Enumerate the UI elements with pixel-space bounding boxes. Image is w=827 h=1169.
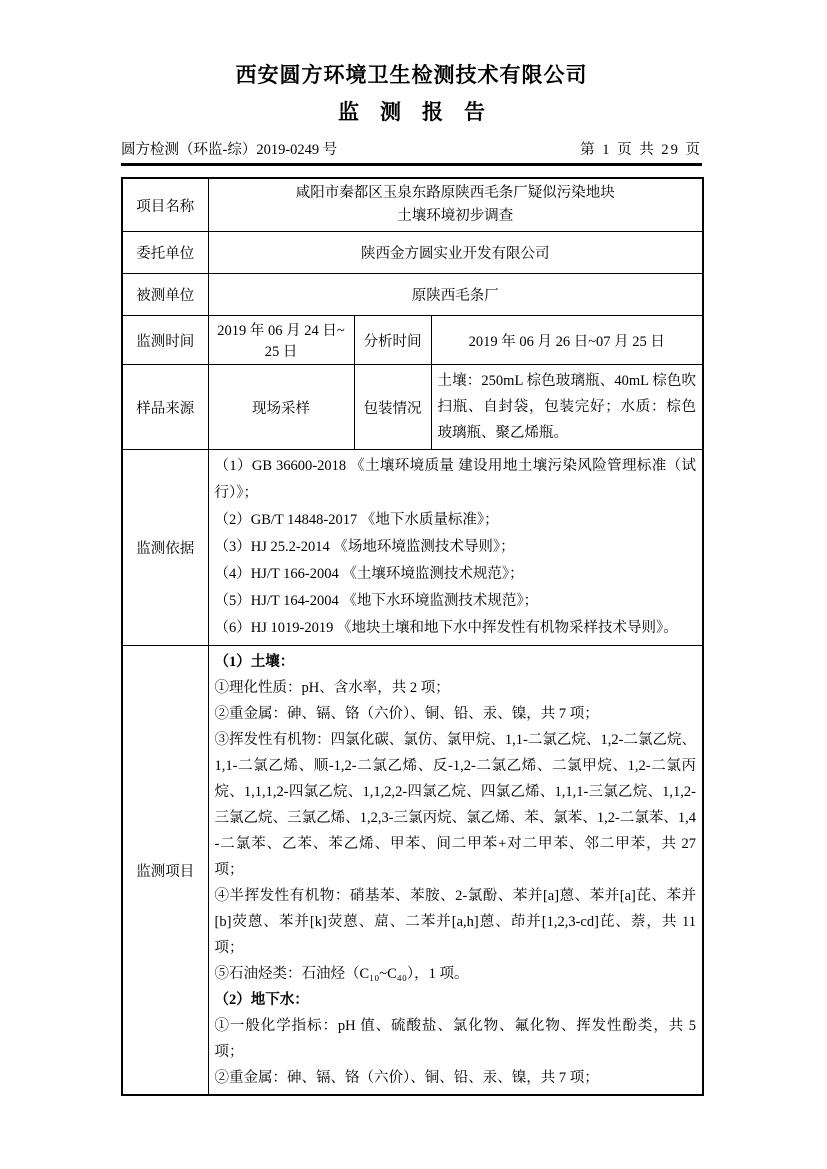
basis-item: （1）GB 36600-2018 《土壤环境质量 建设用地土壤污染风险管理标准（试行）》； [214, 458, 697, 501]
page-content [121, 0, 702, 1096]
items-soil-entry: ③挥发性有机物：四氯化碳、氯仿、氯甲烷、1,1-二氯乙烷、1,2-二氯乙烷、1,1-二氯乙烯、顺-1,2-二氯乙烯、反-1,2-二氯乙烯、二氯甲烷、1,2-二氯丙烷、1,1,1,2-四氯乙烷、1,1,2,2-四氯乙烷、四氯乙烯、1,1,1-三氯乙烷、1,1,2-三氯乙烷、三氯乙烯、1,2,3-三氯丙烷、氯乙烯、苯、氯苯、1,2-二氯苯、1,4-二氯苯、乙苯、苯乙烯、甲苯、间二甲苯+对二甲苯、邻二甲苯，共 27 项； [214, 732, 697, 878]
project-name-value [208, 178, 703, 232]
basis-item: （5）HJ/T 164-2004 《地下水环境监测技术规范》； [214, 593, 539, 609]
basis-value [208, 450, 703, 646]
row-label-project-name: 项目名称 [122, 178, 208, 232]
items-soil-entry: ⑤石油烃类：石油烃（C₁₀~C₄₀），1 项。 [214, 966, 469, 982]
header-rule [121, 163, 702, 166]
project-name-line1: 咸阳市秦都区玉泉东路原陕西毛条厂疑似污染地块 [295, 185, 615, 201]
table-row-client [122, 232, 703, 274]
report-table [121, 177, 704, 1096]
row-label-tested-unit: 被测单位 [122, 274, 208, 316]
basis-item: （2）GB/T 14848-2017 《地下水质量标准》； [214, 512, 499, 528]
monitoring-time-value: 2019 年 06 月 24 日~25 日 [208, 316, 354, 365]
client-value: 陕西金方圆实业开发有限公司 [208, 232, 703, 274]
report-title: 监测报告 [338, 100, 506, 124]
table-row-project-name [122, 178, 703, 232]
items-groundwater-heading: （2）地下水： [214, 992, 309, 1008]
sample-source-value: 现场采样 [208, 365, 354, 450]
analysis-time-value: 2019 年 06 月 26 日~07 月 25 日 [431, 316, 703, 365]
company-title: 西安圆方环境卫生检测技术有限公司 [235, 63, 588, 87]
row-label-items: 监测项目 [122, 646, 208, 1096]
row-label-client: 委托单位 [122, 232, 208, 274]
row-label-basis: 监测依据 [122, 450, 208, 646]
table-row-basis [122, 450, 703, 646]
row-label-analysis-time: 分析时间 [354, 316, 431, 365]
table-row-times [122, 316, 703, 365]
table-row-items [122, 646, 703, 1096]
basis-item: （4）HJ/T 166-2004 《土壤环境监测技术规范》； [214, 566, 524, 582]
items-value [208, 646, 703, 1096]
table-row-tested-unit [122, 274, 703, 316]
items-soil-entry: ④半挥发性有机物：硝基苯、苯胺、2-氯酚、苯并[a]蒽、苯并[a]芘、苯并[b]荧蒽、苯并[k]荧蒽、䓛、二苯并[a,h]蒽、茚并[1,2,3-cd]芘、萘，共 11 项； [214, 888, 697, 956]
items-groundwater-entry: ①一般化学指标：pH 值、硫酸盐、氯化物、氟化物、挥发性酚类，共 5 项； [214, 1018, 697, 1060]
basis-item: （3）HJ 25.2-2014 《场地环境监测技术导则》； [214, 539, 515, 555]
items-groundwater-entry: ②重金属：砷、镉、铬（六价）、铜、铅、汞、镍，共 7 项； [214, 1070, 599, 1086]
packaging-text: 土壤：250mL 棕色玻璃瓶、40mL 棕色吹扫瓶、自封袋，包装完好；水质：棕色玻璃瓶、聚乙烯瓶。 [437, 373, 697, 441]
table-row-sample [122, 365, 703, 450]
items-soil-entry: ②重金属：砷、镉、铬（六价）、铜、铅、汞、镍，共 7 项； [214, 706, 599, 722]
row-label-packaging: 包装情况 [354, 365, 431, 450]
packaging-value [431, 365, 703, 450]
basis-item: （6）HJ 1019-2019 《地块土壤和地下水中挥发性有机物采样技术导则》。 [214, 620, 678, 636]
row-label-monitoring-time: 监测时间 [122, 316, 208, 365]
items-soil-entry: ①理化性质：pH、含水率，共 2 项； [214, 680, 450, 696]
doc-header [121, 138, 702, 159]
project-name-line2: 土壤环境初步调查 [397, 208, 514, 224]
row-label-sample-source: 样品来源 [122, 365, 208, 450]
tested-unit-value: 原陕西毛条厂 [208, 274, 703, 316]
items-soil-heading: （1）土壤： [214, 654, 295, 670]
page-indicator: 第 1 页 共 29 页 [580, 142, 702, 158]
doc-number: 圆方检测（环监-综）2019-0249 号 [121, 142, 338, 158]
